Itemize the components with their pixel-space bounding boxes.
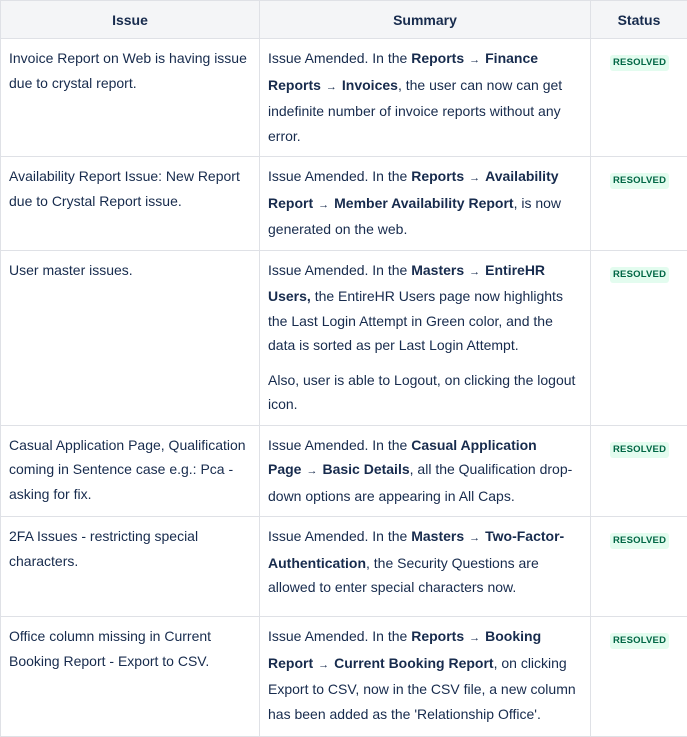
- summary-text: Issue Amended. In the: [268, 628, 411, 644]
- menu-path-item: Reports: [411, 628, 464, 644]
- menu-path-item: Availability Report: [268, 168, 559, 211]
- arrow-icon: →: [469, 172, 480, 184]
- summary-extra-text: Also, user is able to Logout, on clicking the logout icon.: [268, 368, 582, 417]
- table-row: [1, 157, 687, 251]
- status-cell: [591, 39, 687, 157]
- issue-cell: Office column missing in Current Booking Report - Export to CSV.: [1, 617, 260, 737]
- arrow-icon: →: [306, 465, 317, 477]
- summary-text: , the user can now can get indefinite number of invoice reports without any error.: [268, 77, 562, 144]
- summary-text: , all the Qualification drop-down options are appearing in All Caps.: [268, 461, 572, 504]
- status-cell: [591, 517, 687, 617]
- issue-cell: Casual Application Page, Qualification coming in Sentence case e.g.: Pca - asking for fix.: [1, 425, 260, 517]
- menu-path-item: Finance Reports: [268, 50, 538, 93]
- menu-path-item: Member Availability Report: [334, 195, 513, 211]
- summary-cell: [260, 39, 591, 157]
- status-badge: RESOLVED: [610, 442, 669, 458]
- summary-text: , on clicking Export to CSV, now in the CSV file, a new column has been added as the 'Relationship Office'.: [268, 655, 576, 722]
- status-cell: [591, 425, 687, 517]
- summary-text: the EntireHR Users page now highlights the Last Login Attempt in Green color, and the data is sorted as per Last Login Attempt.: [268, 288, 563, 353]
- menu-path-item: Reports: [411, 50, 464, 66]
- menu-path-item: Invoices: [342, 77, 398, 93]
- status-badge: RESOLVED: [610, 267, 669, 283]
- summary-text: Issue Amended. In the: [268, 437, 411, 453]
- summary-cell: [260, 157, 591, 251]
- summary-text: Issue Amended. In the: [268, 168, 411, 184]
- menu-path-item: Booking Report: [268, 628, 541, 671]
- issue-cell: Invoice Report on Web is having issue due to crystal report.: [1, 39, 260, 157]
- table-row: [1, 39, 687, 157]
- menu-path-item: Two-Factor-Authentication: [268, 528, 564, 571]
- issue-cell: User master issues.: [1, 250, 260, 425]
- menu-path-item: Masters: [411, 528, 464, 544]
- arrow-icon: →: [318, 659, 329, 671]
- column-header-summary: Summary: [260, 1, 591, 39]
- arrow-icon: →: [326, 81, 337, 93]
- menu-path-item: EntireHR Users,: [268, 262, 545, 305]
- summary-cell: [260, 617, 591, 737]
- menu-path-item: Reports: [411, 168, 464, 184]
- summary-text: Issue Amended. In the: [268, 50, 411, 66]
- arrow-icon: →: [469, 632, 480, 644]
- status-cell: [591, 617, 687, 737]
- summary-cell: [260, 517, 591, 617]
- status-cell: [591, 157, 687, 251]
- status-badge: RESOLVED: [610, 533, 669, 549]
- issue-cell: Availability Report Issue: New Report due to Crystal Report issue.: [1, 157, 260, 251]
- summary-text: , the Security Questions are allowed to enter special characters now.: [268, 555, 539, 596]
- status-badge: RESOLVED: [610, 173, 669, 189]
- issue-cell: 2FA Issues - restricting special characters.: [1, 517, 260, 617]
- table-row: [1, 250, 687, 425]
- arrow-icon: →: [469, 532, 480, 544]
- column-header-status: Status: [591, 1, 687, 39]
- arrow-icon: →: [469, 54, 480, 66]
- menu-path-item: Masters: [411, 262, 464, 278]
- menu-path-item: Current Booking Report: [334, 655, 493, 671]
- summary-text: , is now generated on the web.: [268, 195, 561, 238]
- status-cell: [591, 250, 687, 425]
- summary-cell: [260, 425, 591, 517]
- status-badge: RESOLVED: [610, 633, 669, 649]
- summary-cell: [260, 250, 591, 425]
- summary-text: Issue Amended. In the: [268, 528, 411, 544]
- table-row: [1, 517, 687, 617]
- table-row: [1, 617, 687, 737]
- table-header-row: [1, 1, 687, 39]
- menu-path-item: Casual Application Page: [268, 437, 537, 478]
- summary-text: Issue Amended. In the: [268, 262, 411, 278]
- table-row: [1, 425, 687, 517]
- menu-path-item: Basic Details: [322, 461, 409, 477]
- column-header-issue: Issue: [1, 1, 260, 39]
- arrow-icon: →: [469, 266, 480, 278]
- status-badge: RESOLVED: [610, 55, 669, 71]
- arrow-icon: →: [318, 199, 329, 211]
